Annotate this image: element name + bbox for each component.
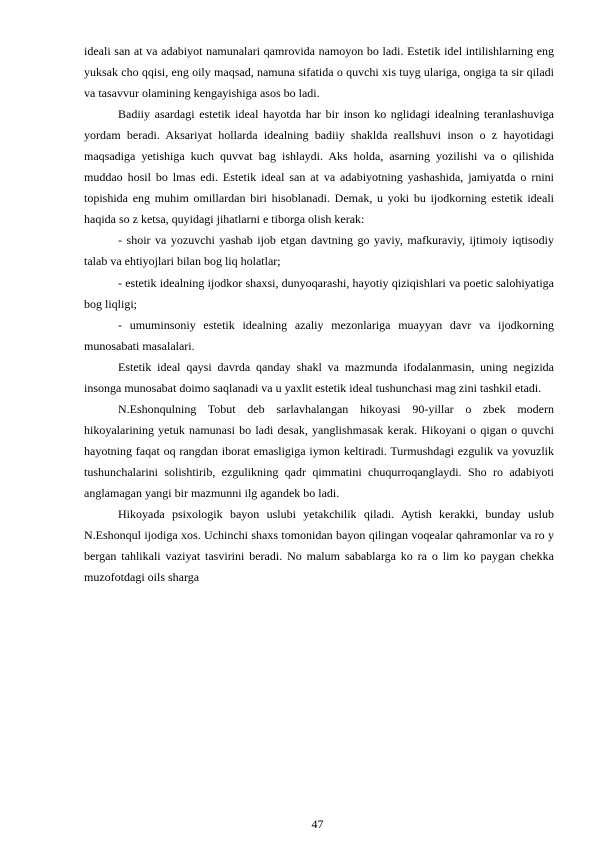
list-item-3: - umuminsoniy estetik idealning azaliy mezonlariga muayyan davr va ijodkorning munosabati masalalari. xyxy=(84,317,554,353)
paragraph-5: Hikoyada psixologik bayon uslubi yetakchilik qiladi. Aytish kerakki, bunday uslub N.Eshonqul ijodiga xos. Uchinchi shaxs tomonidan bayon qilingan voqealar qahramonlar va ro y bergan tahlikali vaziyat tasvirini beradi. No malum sabablarga ko ra o lim ko paygan chekka muzofotdagi oils sharga xyxy=(84,507,554,585)
list-item-2: - estetik idealning ijodkor shaxsi, dunyoqarashi, hayotiy qiziqishlari va poetic salohiyatiga bog liqligi; xyxy=(84,275,554,311)
paragraph-2: Badiiy asardagi estetik ideal hayotda har bir inson ko nglidagi idealning teranlashuviga yordam beradi. Aksariyat hollarda idealning badiiy shaklda reallshuvi inson o z hayotidagi maqsadiga yetishiga kuch quvvat bag ishlaydi. Aks holda, asarning yozilishi va o qilishida muddao hosil bo lmas edi. Estetik ideal san at va adabiyotning yashashida, jamiyatda o rnini topishida eng muhim omillardan biri hisoblanadi. Demak, u yoki bu ijodkorning estetik ideali haqida so z ketsa, quyidagi jihatlarni e tiborga olish kerak: xyxy=(84,107,554,227)
body-text xyxy=(84,41,554,588)
paragraph-1: ideali san at va adabiyot namunalari qamrovida namoyon bo ladi. Estetik idel intilishlarning eng yuksak cho qqisi, eng oily maqsad, namuna sifatida o quvchi xis tuyg ulariga, ongiga ta sir qiladi va tasavvur olamining kengayishiga asos bo ladi. xyxy=(84,44,554,101)
list-item-1: - shoir va yozuvchi yashab ijob etgan davtning go yaviy, mafkuraviy, ijtimoiy iqtisodiy talab va ehtiyojlari bilan bog liq holatlar; xyxy=(84,233,554,269)
page-number: 47 xyxy=(311,817,324,831)
paragraph-3: Estetik ideal qaysi davrda qanday shakl va mazmunda ifodalanmasin, uning negizida insonga munosabat doimo saqlanadi va u yaxlit estetik ideal tushunchasi mag zini tashkil etadi. xyxy=(84,359,554,395)
paragraph-4: N.Eshonqulning Tobut deb sarlavhalangan hikoyasi 90-yillar o zbek modern hikoyalarining yetuk namunasi bo ladi desak, yanglishmasak kerak. Hikoyani o qigan o quvchi hayotning faqat oq rangdan iborat emasligiga iymon keltiradi. Turmushdagi ezgulik va yovuzlik tushunchalarini solishtirib, ezgulikning qadr qimmatini chuqurroqanglaydi. Sho ro adabiyoti anglamagan yangi bir mazmunni ilg agandek bo ladi. xyxy=(84,401,554,500)
